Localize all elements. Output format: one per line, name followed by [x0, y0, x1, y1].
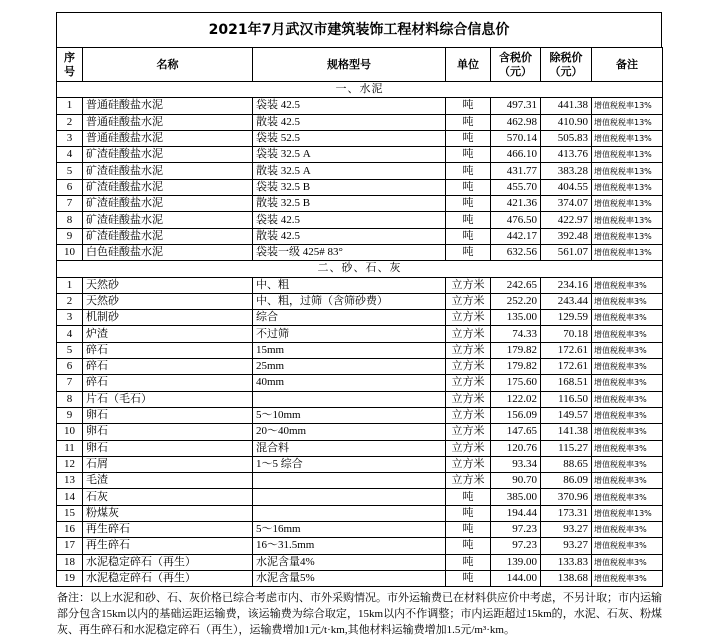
cell-remark: 增值税税率3% — [592, 570, 663, 586]
table-header-row — [57, 48, 663, 82]
cell-price-notax: 441.38 — [541, 98, 592, 114]
section-title: 一、水泥 — [57, 82, 663, 98]
cell-price-notax: 168.51 — [541, 375, 592, 391]
cell-spec: 中、粗，过筛（含筛砂费） — [253, 293, 446, 309]
table-row — [57, 196, 663, 212]
cell-remark: 增值税税率13% — [592, 228, 663, 244]
cell-name: 机制砂 — [83, 310, 253, 326]
cell-no: 6 — [57, 359, 83, 375]
cell-no: 10 — [57, 424, 83, 440]
cell-no: 7 — [57, 196, 83, 212]
cell-unit: 吨 — [446, 505, 491, 521]
cell-price-tax: 431.77 — [491, 163, 541, 179]
cell-name: 天然砂 — [83, 277, 253, 293]
cell-unit: 吨 — [446, 570, 491, 586]
cell-spec: 16～31.5mm — [253, 538, 446, 554]
cell-spec: 20～40mm — [253, 424, 446, 440]
price-table — [56, 47, 663, 587]
cell-name: 碎石 — [83, 342, 253, 358]
cell-spec: 综合 — [253, 310, 446, 326]
cell-no: 9 — [57, 228, 83, 244]
cell-no: 4 — [57, 326, 83, 342]
cell-remark: 增值税税率3% — [592, 440, 663, 456]
cell-name: 石灰 — [83, 489, 253, 505]
cell-name: 碎石 — [83, 375, 253, 391]
cell-name: 卵石 — [83, 424, 253, 440]
cell-unit: 立方米 — [446, 440, 491, 456]
cell-no: 4 — [57, 147, 83, 163]
cell-name: 水泥稳定碎石（再生） — [83, 570, 253, 586]
cell-spec — [253, 473, 446, 489]
cell-unit: 吨 — [446, 554, 491, 570]
cell-spec: 袋装 52.5 — [253, 130, 446, 146]
cell-spec: 散装 42.5 — [253, 228, 446, 244]
cell-unit: 立方米 — [446, 473, 491, 489]
cell-unit: 吨 — [446, 196, 491, 212]
cell-price-tax: 476.50 — [491, 212, 541, 228]
table-row — [57, 147, 663, 163]
table-row — [57, 538, 663, 554]
cell-price-notax: 172.61 — [541, 359, 592, 375]
cell-spec — [253, 489, 446, 505]
table-row — [57, 407, 663, 423]
cell-unit: 吨 — [446, 163, 491, 179]
cell-spec: 散装 42.5 — [253, 114, 446, 130]
cell-remark: 增值税税率3% — [592, 326, 663, 342]
cell-spec: 水泥含量4% — [253, 554, 446, 570]
cell-unit: 立方米 — [446, 391, 491, 407]
cell-price-tax: 74.33 — [491, 326, 541, 342]
cell-name: 普通硅酸盐水泥 — [83, 98, 253, 114]
table-row — [57, 505, 663, 521]
table-row — [57, 473, 663, 489]
cell-remark: 增值税税率3% — [592, 342, 663, 358]
cell-spec: 5～10mm — [253, 407, 446, 423]
cell-name: 矿渣硅酸盐水泥 — [83, 147, 253, 163]
cell-price-tax: 442.17 — [491, 228, 541, 244]
cell-remark: 增值税税率13% — [592, 98, 663, 114]
cell-remark: 增值税税率3% — [592, 424, 663, 440]
cell-no: 2 — [57, 114, 83, 130]
table-row — [57, 130, 663, 146]
table-body — [57, 82, 663, 587]
cell-name: 炉渣 — [83, 326, 253, 342]
cell-price-tax: 144.00 — [491, 570, 541, 586]
cell-price-tax: 97.23 — [491, 538, 541, 554]
cell-price-tax: 632.56 — [491, 244, 541, 260]
cell-price-notax: 243.44 — [541, 293, 592, 309]
cell-price-tax: 139.00 — [491, 554, 541, 570]
cell-spec: 袋装 42.5 — [253, 212, 446, 228]
cell-remark: 增值税税率3% — [592, 489, 663, 505]
cell-price-tax: 135.00 — [491, 310, 541, 326]
header-price-notax: 除税价（元） — [541, 48, 592, 82]
cell-spec: 混合料 — [253, 440, 446, 456]
cell-no: 1 — [57, 98, 83, 114]
cell-name: 卵石 — [83, 407, 253, 423]
cell-price-notax: 392.48 — [541, 228, 592, 244]
cell-no: 3 — [57, 310, 83, 326]
cell-price-notax: 93.27 — [541, 538, 592, 554]
cell-unit: 吨 — [446, 538, 491, 554]
cell-unit: 吨 — [446, 522, 491, 538]
cell-price-notax: 410.90 — [541, 114, 592, 130]
cell-unit: 吨 — [446, 130, 491, 146]
cell-no: 17 — [57, 538, 83, 554]
cell-price-tax: 122.02 — [491, 391, 541, 407]
table-row — [57, 310, 663, 326]
cell-price-notax: 141.38 — [541, 424, 592, 440]
cell-unit: 吨 — [446, 244, 491, 260]
cell-remark: 增值税税率13% — [592, 147, 663, 163]
cell-name: 矿渣硅酸盐水泥 — [83, 228, 253, 244]
page-title: 2021年7月武汉市建筑装饰工程材料综合信息价 — [56, 12, 662, 48]
cell-no: 15 — [57, 505, 83, 521]
table-row — [57, 554, 663, 570]
cell-price-notax: 116.50 — [541, 391, 592, 407]
cell-remark: 增值税税率13% — [592, 212, 663, 228]
cell-remark: 增值税税率3% — [592, 277, 663, 293]
cell-remark: 增值税税率3% — [592, 554, 663, 570]
cell-spec: 中、粗 — [253, 277, 446, 293]
cell-name: 再生碎石 — [83, 522, 253, 538]
table-row — [57, 391, 663, 407]
cell-remark: 增值税税率3% — [592, 293, 663, 309]
cell-unit: 吨 — [446, 114, 491, 130]
cell-no: 12 — [57, 456, 83, 472]
header-name: 名称 — [83, 48, 253, 82]
cell-remark: 增值税税率13% — [592, 196, 663, 212]
cell-price-tax: 147.65 — [491, 424, 541, 440]
cell-price-notax: 374.07 — [541, 196, 592, 212]
cell-remark: 增值税税率3% — [592, 375, 663, 391]
cell-remark: 增值税税率13% — [592, 179, 663, 195]
cell-remark: 增值税税率3% — [592, 359, 663, 375]
cell-remark: 增值税税率13% — [592, 505, 663, 521]
cell-unit: 吨 — [446, 147, 491, 163]
cell-price-tax: 97.23 — [491, 522, 541, 538]
cell-price-notax: 93.27 — [541, 522, 592, 538]
cell-name: 普通硅酸盐水泥 — [83, 114, 253, 130]
cell-no: 3 — [57, 130, 83, 146]
table-row — [57, 293, 663, 309]
cell-spec: 40mm — [253, 375, 446, 391]
cell-no: 5 — [57, 163, 83, 179]
table-row — [57, 522, 663, 538]
cell-unit: 立方米 — [446, 456, 491, 472]
cell-spec: 15mm — [253, 342, 446, 358]
cell-price-tax: 175.60 — [491, 375, 541, 391]
table-row — [57, 375, 663, 391]
cell-price-tax: 120.76 — [491, 440, 541, 456]
cell-name: 片石（毛石） — [83, 391, 253, 407]
cell-unit: 立方米 — [446, 407, 491, 423]
cell-name: 粉煤灰 — [83, 505, 253, 521]
header-no: 序号 — [57, 48, 83, 82]
table-row — [57, 359, 663, 375]
header-unit: 单位 — [446, 48, 491, 82]
cell-remark: 增值税税率3% — [592, 473, 663, 489]
cell-spec: 袋装 32.5 B — [253, 179, 446, 195]
table-row — [57, 326, 663, 342]
cell-price-tax: 156.09 — [491, 407, 541, 423]
cell-no: 2 — [57, 293, 83, 309]
table-row — [57, 277, 663, 293]
cell-no: 18 — [57, 554, 83, 570]
section-row — [57, 82, 663, 98]
table-row — [57, 424, 663, 440]
table-row — [57, 570, 663, 586]
cell-remark: 增值税税率3% — [592, 456, 663, 472]
cell-name: 毛渣 — [83, 473, 253, 489]
cell-name: 白色硅酸盐水泥 — [83, 244, 253, 260]
cell-price-tax: 421.36 — [491, 196, 541, 212]
cell-unit: 立方米 — [446, 277, 491, 293]
cell-price-notax: 138.68 — [541, 570, 592, 586]
cell-price-tax: 179.82 — [491, 342, 541, 358]
section-row — [57, 261, 663, 277]
cell-price-notax: 88.65 — [541, 456, 592, 472]
cell-remark: 增值税税率3% — [592, 391, 663, 407]
cell-remark: 增值税税率3% — [592, 310, 663, 326]
cell-price-tax: 90.70 — [491, 473, 541, 489]
cell-price-notax: 404.55 — [541, 179, 592, 195]
cell-price-tax: 462.98 — [491, 114, 541, 130]
table-row — [57, 179, 663, 195]
table-row — [57, 342, 663, 358]
cell-name: 矿渣硅酸盐水泥 — [83, 212, 253, 228]
cell-price-notax: 370.96 — [541, 489, 592, 505]
cell-name: 矿渣硅酸盐水泥 — [83, 179, 253, 195]
table-row — [57, 440, 663, 456]
cell-no: 5 — [57, 342, 83, 358]
header-price-tax: 含税价（元） — [491, 48, 541, 82]
cell-name: 矿渣硅酸盐水泥 — [83, 196, 253, 212]
cell-spec — [253, 505, 446, 521]
cell-remark: 增值税税率3% — [592, 407, 663, 423]
cell-price-tax: 179.82 — [491, 359, 541, 375]
table-row — [57, 228, 663, 244]
cell-no: 10 — [57, 244, 83, 260]
cell-name: 石屑 — [83, 456, 253, 472]
cell-no: 8 — [57, 212, 83, 228]
header-remark: 备注 — [592, 48, 663, 82]
table-row — [57, 456, 663, 472]
cell-price-tax: 466.10 — [491, 147, 541, 163]
table-row — [57, 114, 663, 130]
cell-spec: 1～5 综合 — [253, 456, 446, 472]
cell-spec: 水泥含量5% — [253, 570, 446, 586]
cell-unit: 立方米 — [446, 359, 491, 375]
section-title: 二、砂、石、灰 — [57, 261, 663, 277]
cell-price-tax: 455.70 — [491, 179, 541, 195]
cell-remark: 增值税税率13% — [592, 114, 663, 130]
cell-spec: 25mm — [253, 359, 446, 375]
cell-price-notax: 86.09 — [541, 473, 592, 489]
cell-no: 11 — [57, 440, 83, 456]
cell-spec: 袋装一级 425# 83° — [253, 244, 446, 260]
cell-price-notax: 234.16 — [541, 277, 592, 293]
cell-name: 再生碎石 — [83, 538, 253, 554]
cell-price-tax: 194.44 — [491, 505, 541, 521]
cell-unit: 吨 — [446, 228, 491, 244]
cell-remark: 增值税税率13% — [592, 130, 663, 146]
table-row — [57, 489, 663, 505]
cell-name: 天然砂 — [83, 293, 253, 309]
cell-price-notax: 133.83 — [541, 554, 592, 570]
cell-remark: 增值税税率3% — [592, 522, 663, 538]
cell-unit: 吨 — [446, 179, 491, 195]
cell-unit: 吨 — [446, 98, 491, 114]
cell-price-notax: 422.97 — [541, 212, 592, 228]
cell-price-notax: 149.57 — [541, 407, 592, 423]
cell-unit: 立方米 — [446, 375, 491, 391]
cell-price-tax: 570.14 — [491, 130, 541, 146]
cell-unit: 吨 — [446, 212, 491, 228]
header-spec: 规格型号 — [253, 48, 446, 82]
cell-name: 碎石 — [83, 359, 253, 375]
cell-price-tax: 93.34 — [491, 456, 541, 472]
cell-remark: 增值税税率3% — [592, 538, 663, 554]
cell-spec: 袋装 42.5 — [253, 98, 446, 114]
cell-price-tax: 385.00 — [491, 489, 541, 505]
cell-unit: 吨 — [446, 489, 491, 505]
cell-no: 14 — [57, 489, 83, 505]
cell-no: 13 — [57, 473, 83, 489]
cell-price-notax: 173.31 — [541, 505, 592, 521]
cell-no: 8 — [57, 391, 83, 407]
table-row — [57, 163, 663, 179]
cell-unit: 立方米 — [446, 326, 491, 342]
cell-name: 卵石 — [83, 440, 253, 456]
cell-no: 9 — [57, 407, 83, 423]
cell-spec: 不过筛 — [253, 326, 446, 342]
cell-spec — [253, 391, 446, 407]
cell-price-tax: 497.31 — [491, 98, 541, 114]
cell-remark: 增值税税率13% — [592, 244, 663, 260]
cell-price-notax: 70.18 — [541, 326, 592, 342]
table-row — [57, 98, 663, 114]
cell-unit: 立方米 — [446, 310, 491, 326]
cell-price-tax: 242.65 — [491, 277, 541, 293]
cell-no: 7 — [57, 375, 83, 391]
cell-no: 16 — [57, 522, 83, 538]
cell-name: 矿渣硅酸盐水泥 — [83, 163, 253, 179]
cell-price-notax: 172.61 — [541, 342, 592, 358]
table-row — [57, 212, 663, 228]
cell-price-tax: 252.20 — [491, 293, 541, 309]
cell-remark: 增值税税率13% — [592, 163, 663, 179]
cell-unit: 立方米 — [446, 342, 491, 358]
cell-price-notax: 383.28 — [541, 163, 592, 179]
cell-spec: 5～16mm — [253, 522, 446, 538]
cell-unit: 立方米 — [446, 424, 491, 440]
cell-no: 1 — [57, 277, 83, 293]
footnote: 备注：以上水泥和砂、石、灰价格已综合考虑市内、市外采购情况。市外运输费已在材料供应价中考虑，不另计取；市内运输部分包含15km以内的基础运距运输费，该运输费为综合取定，15km以内不作调整；市内运距超过15km的，水泥、石灰、粉煤灰、再生碎石和水泥稳定碎石（再生），运输费增加1元/t·km,其他材料运输费增加1.5元/m³·km。 — [57, 592, 662, 636]
cell-name: 普通硅酸盐水泥 — [83, 130, 253, 146]
cell-spec: 散装 32.5 A — [253, 163, 446, 179]
cell-price-notax: 413.76 — [541, 147, 592, 163]
cell-price-notax: 561.07 — [541, 244, 592, 260]
cell-price-notax: 129.59 — [541, 310, 592, 326]
cell-no: 6 — [57, 179, 83, 195]
table-row — [57, 244, 663, 260]
cell-price-notax: 115.27 — [541, 440, 592, 456]
cell-unit: 立方米 — [446, 293, 491, 309]
cell-name: 水泥稳定碎石（再生） — [83, 554, 253, 570]
cell-no: 19 — [57, 570, 83, 586]
cell-spec: 袋装 32.5 A — [253, 147, 446, 163]
cell-spec: 散装 32.5 B — [253, 196, 446, 212]
cell-price-notax: 505.83 — [541, 130, 592, 146]
